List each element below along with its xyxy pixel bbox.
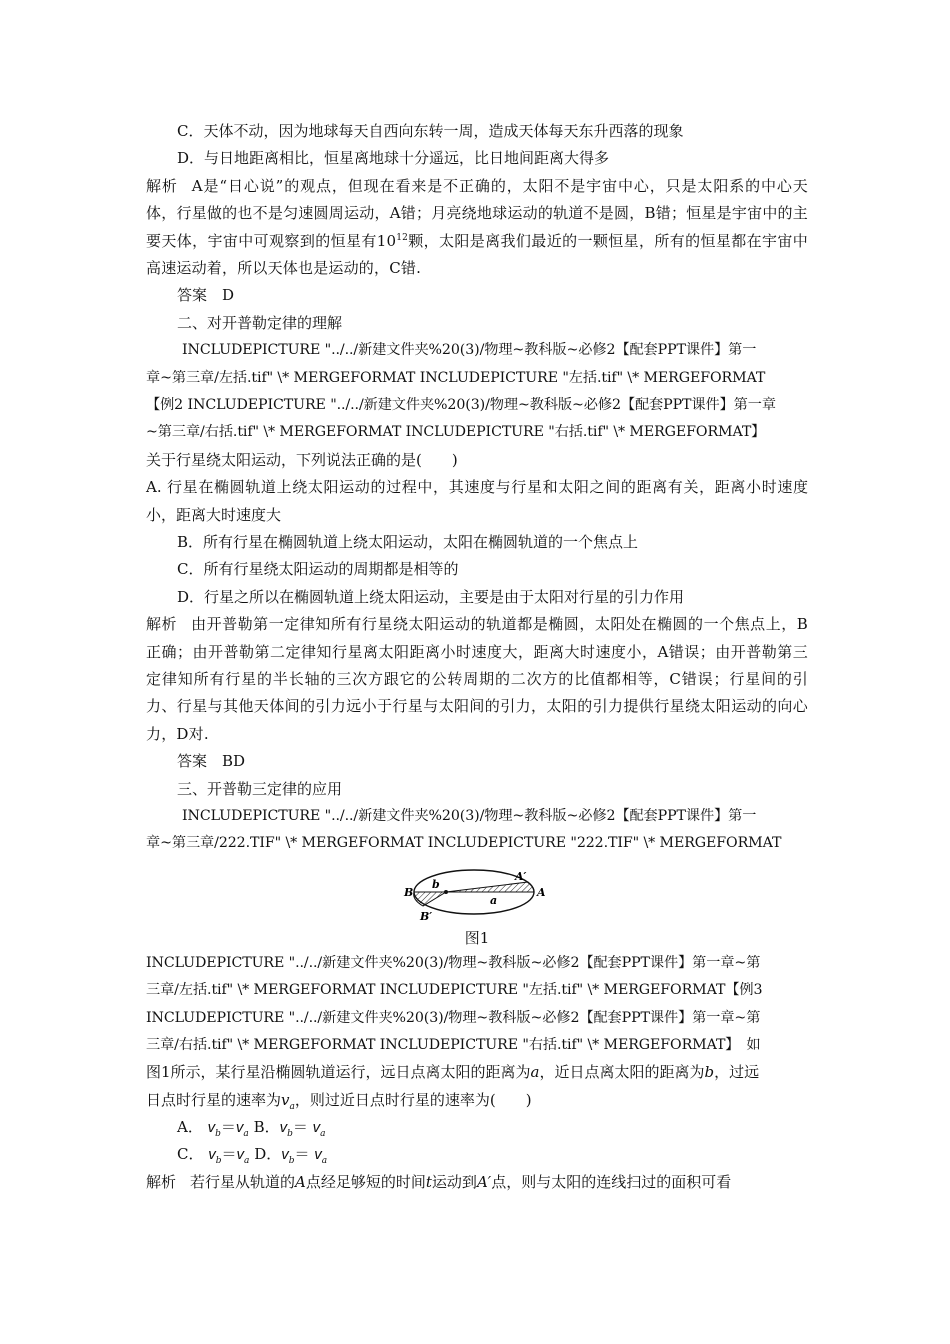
option-d-top: D．与日地距离相比，恒星离地球十分遥远，比日地间距离大得多 [177, 149, 610, 168]
analysis-3 [146, 1169, 808, 1196]
var-v: v [208, 1146, 216, 1164]
var-sub-b: b [288, 1156, 295, 1167]
label-a: a [490, 893, 498, 907]
var-v: v [279, 1119, 288, 1137]
include-field-line: INCLUDEPICTURE "../../新建文件夹%20(3)/物理~教科版~必修2【配套PPT课件】第一章~第 [146, 954, 761, 971]
var-sub-b: b [215, 1156, 222, 1167]
swept-area-far [446, 882, 534, 892]
var-v: v [281, 1146, 289, 1164]
var-sub-b: b [215, 1129, 221, 1140]
option-cd-3 [146, 1141, 808, 1168]
var-b: b [704, 1063, 715, 1082]
equals-sign: ＝ [292, 1118, 308, 1137]
var-sub-a: a [244, 1156, 250, 1167]
label-b: b [432, 877, 440, 891]
var-v: v [281, 1090, 290, 1109]
section-heading-2: 二、对开普勒定律的理解 [177, 313, 343, 332]
question-3-text: ，则过近日点时行星的速率为( ) [294, 1090, 532, 1109]
sun-focus [444, 890, 448, 894]
var-A: A [295, 1172, 306, 1191]
analysis-1-sup: 12 [396, 232, 409, 243]
label-A: A [537, 885, 546, 899]
option-label-c: C． [177, 1145, 204, 1164]
include-field-line: 三章/左括.tif" \* MERGEFORMAT INCLUDEPICTURE "左括.tif" \* MERGEFORMAT【例3 [146, 982, 763, 999]
question-3-line-1 [146, 1059, 808, 1086]
question-3-text: ，过远 [714, 1063, 760, 1082]
include-field-line: 三章/右括.tif" \* MERGEFORMAT INCLUDEPICTURE "右括.tif" \* MERGEFORMAT】 如 [146, 1036, 761, 1053]
var-t: t [425, 1172, 432, 1191]
include-field-line: INCLUDEPICTURE "../../新建文件夹%20(3)/物理~教科版~必修2【配套PPT课件】第一 [182, 342, 757, 359]
var-v: v [207, 1119, 216, 1137]
equals-sign: ＝ [220, 1118, 236, 1137]
var-v: v [235, 1119, 244, 1137]
answer-1: 答案 D [177, 286, 235, 305]
include-field-line: 章~第三章/222.TIF" \* MERGEFORMAT INCLUDEPICTURE "222.TIF" \* MERGEFORMAT [146, 835, 782, 852]
include-field-line: INCLUDEPICTURE "../../新建文件夹%20(3)/物理~教科版~必修2【配套PPT课件】第一 [182, 807, 757, 824]
document-page [146, 118, 808, 1196]
analysis-label: 解析 [146, 1172, 177, 1191]
equals-sign: ＝ [294, 1145, 310, 1164]
analysis-label: 解析 [146, 615, 178, 634]
var-v: v [312, 1119, 321, 1137]
section-heading-3: 三、开普勒三定律的应用 [177, 779, 343, 798]
analysis-3-text: 运动到 [431, 1172, 477, 1191]
ellipse-orbit-figure [146, 864, 808, 950]
swept-area-near [414, 892, 446, 906]
include-field-line: ~第三章/右括.tif" \* MERGEFORMAT INCLUDEPICTURE "右括.tif" \* MERGEFORMAT】 [146, 424, 766, 441]
analysis-3-text: 点经足够短的时间 [305, 1172, 426, 1191]
var-v: v [314, 1146, 322, 1164]
question-2: 关于行星绕太阳运动，下列说法正确的是( ) [146, 450, 458, 469]
option-label-d: D． [254, 1145, 282, 1164]
analysis-1-text-a: A是“日心说”的观点，但现在看来是不正确的，太阳不是宇宙中心，只是太阳系的中心天体，行星做的也不是匀速圆周运动，A错；月亮绕地球运动的轨道不是圆，B错；恒星是宇宙中的主要天体，宇宙中可观察到的恒星有10 [146, 176, 808, 250]
option-label-a: A． [177, 1118, 203, 1137]
include-field-line: 章~第三章/左括.tif" \* MERGEFORMAT INCLUDEPICTURE "左括.tif" \* MERGEFORMAT [146, 369, 766, 386]
label-B: B [404, 885, 414, 899]
var-A-prime: A′ [476, 1172, 492, 1191]
answer-2: 答案 BD [177, 752, 246, 771]
analysis-2 [146, 611, 808, 748]
option-a-2: A. 行星在椭圆轨道上绕太阳运动的过程中，其速度与行星和太阳之间的距离有关，距离小时速度小，距离大时速度大 [146, 478, 808, 524]
analysis-2-text: 由开普勒第一定律知所有行星绕太阳运动的轨道都是椭圆，太阳处在椭圆的一个焦点上，B正确；由开普勒第二定律知行星离太阳距离小时速度大，距离大时速度小，A错误；由开普勒第三定律知所有行星的半长轴的三次方跟它的公转周期的二次方的比值都相等，C错误；行星间的引力、行星与其他天体间的引力远小于行星与太阳间的引力，太阳的引力提供行星绕太阳运动的向心力，D对. [146, 615, 808, 743]
var-a: a [530, 1063, 540, 1082]
analysis-label: 解析 [146, 176, 178, 195]
question-3-line-2 [146, 1087, 808, 1114]
question-3-text: ，近日点离太阳的距离为 [539, 1063, 705, 1082]
option-b-2: B．所有行星在椭圆轨道上绕太阳运动，太阳在椭圆轨道的一个焦点上 [177, 532, 639, 551]
var-sub-a: a [321, 1156, 328, 1167]
option-label-b: B． [253, 1118, 280, 1137]
var-sub-a: a [289, 1101, 295, 1112]
var-v: v [236, 1146, 245, 1164]
option-c-2: C．所有行星绕太阳运动的周期都是相等的 [177, 560, 459, 579]
question-3-text: 日点时行星的速率为 [146, 1090, 282, 1109]
option-c-top: C．天体不动，因为地球每天自西向东转一周，造成天体每天东升西落的现象 [177, 122, 684, 140]
analysis-1 [146, 173, 808, 283]
var-sub-b: b [287, 1129, 293, 1140]
equals-sign: ＝ [221, 1145, 237, 1164]
include-field-line: INCLUDEPICTURE "../../新建文件夹%20(3)/物理~教科版~必修2【配套PPT课件】第一章~第 [146, 1009, 761, 1026]
label-B-prime: B′ [420, 909, 433, 923]
analysis-1-text-b: 颗，太阳是离我们最近的一颗恒星，所有的恒星都在宇宙中高速运动着，所以天体也是运动的，C错. [146, 231, 808, 277]
option-ab-3 [146, 1114, 808, 1141]
question-3-text: 图1所示，某行星沿椭圆轨道运行，远日点离太阳的距离为 [146, 1063, 531, 1082]
ellipse-orbit-diagram [402, 864, 552, 926]
analysis-3-text: 点，则与太阳的连线扫过的面积可看 [491, 1172, 732, 1191]
include-field-line: 【例2 INCLUDEPICTURE "../../新建文件夹%20(3)/物理~教科版~必修2【配套PPT课件】第一章 [146, 396, 776, 413]
analysis-3-text: 若行星从轨道的 [190, 1172, 296, 1191]
figure-caption: 图1 [464, 928, 490, 947]
label-A-prime: A′ [515, 869, 527, 883]
var-sub-a: a [320, 1129, 326, 1140]
option-d-2: D．行星之所以在椭圆轨道上绕太阳运动，主要是由于太阳对行星的引力作用 [177, 587, 685, 606]
var-sub-a: a [243, 1129, 249, 1140]
